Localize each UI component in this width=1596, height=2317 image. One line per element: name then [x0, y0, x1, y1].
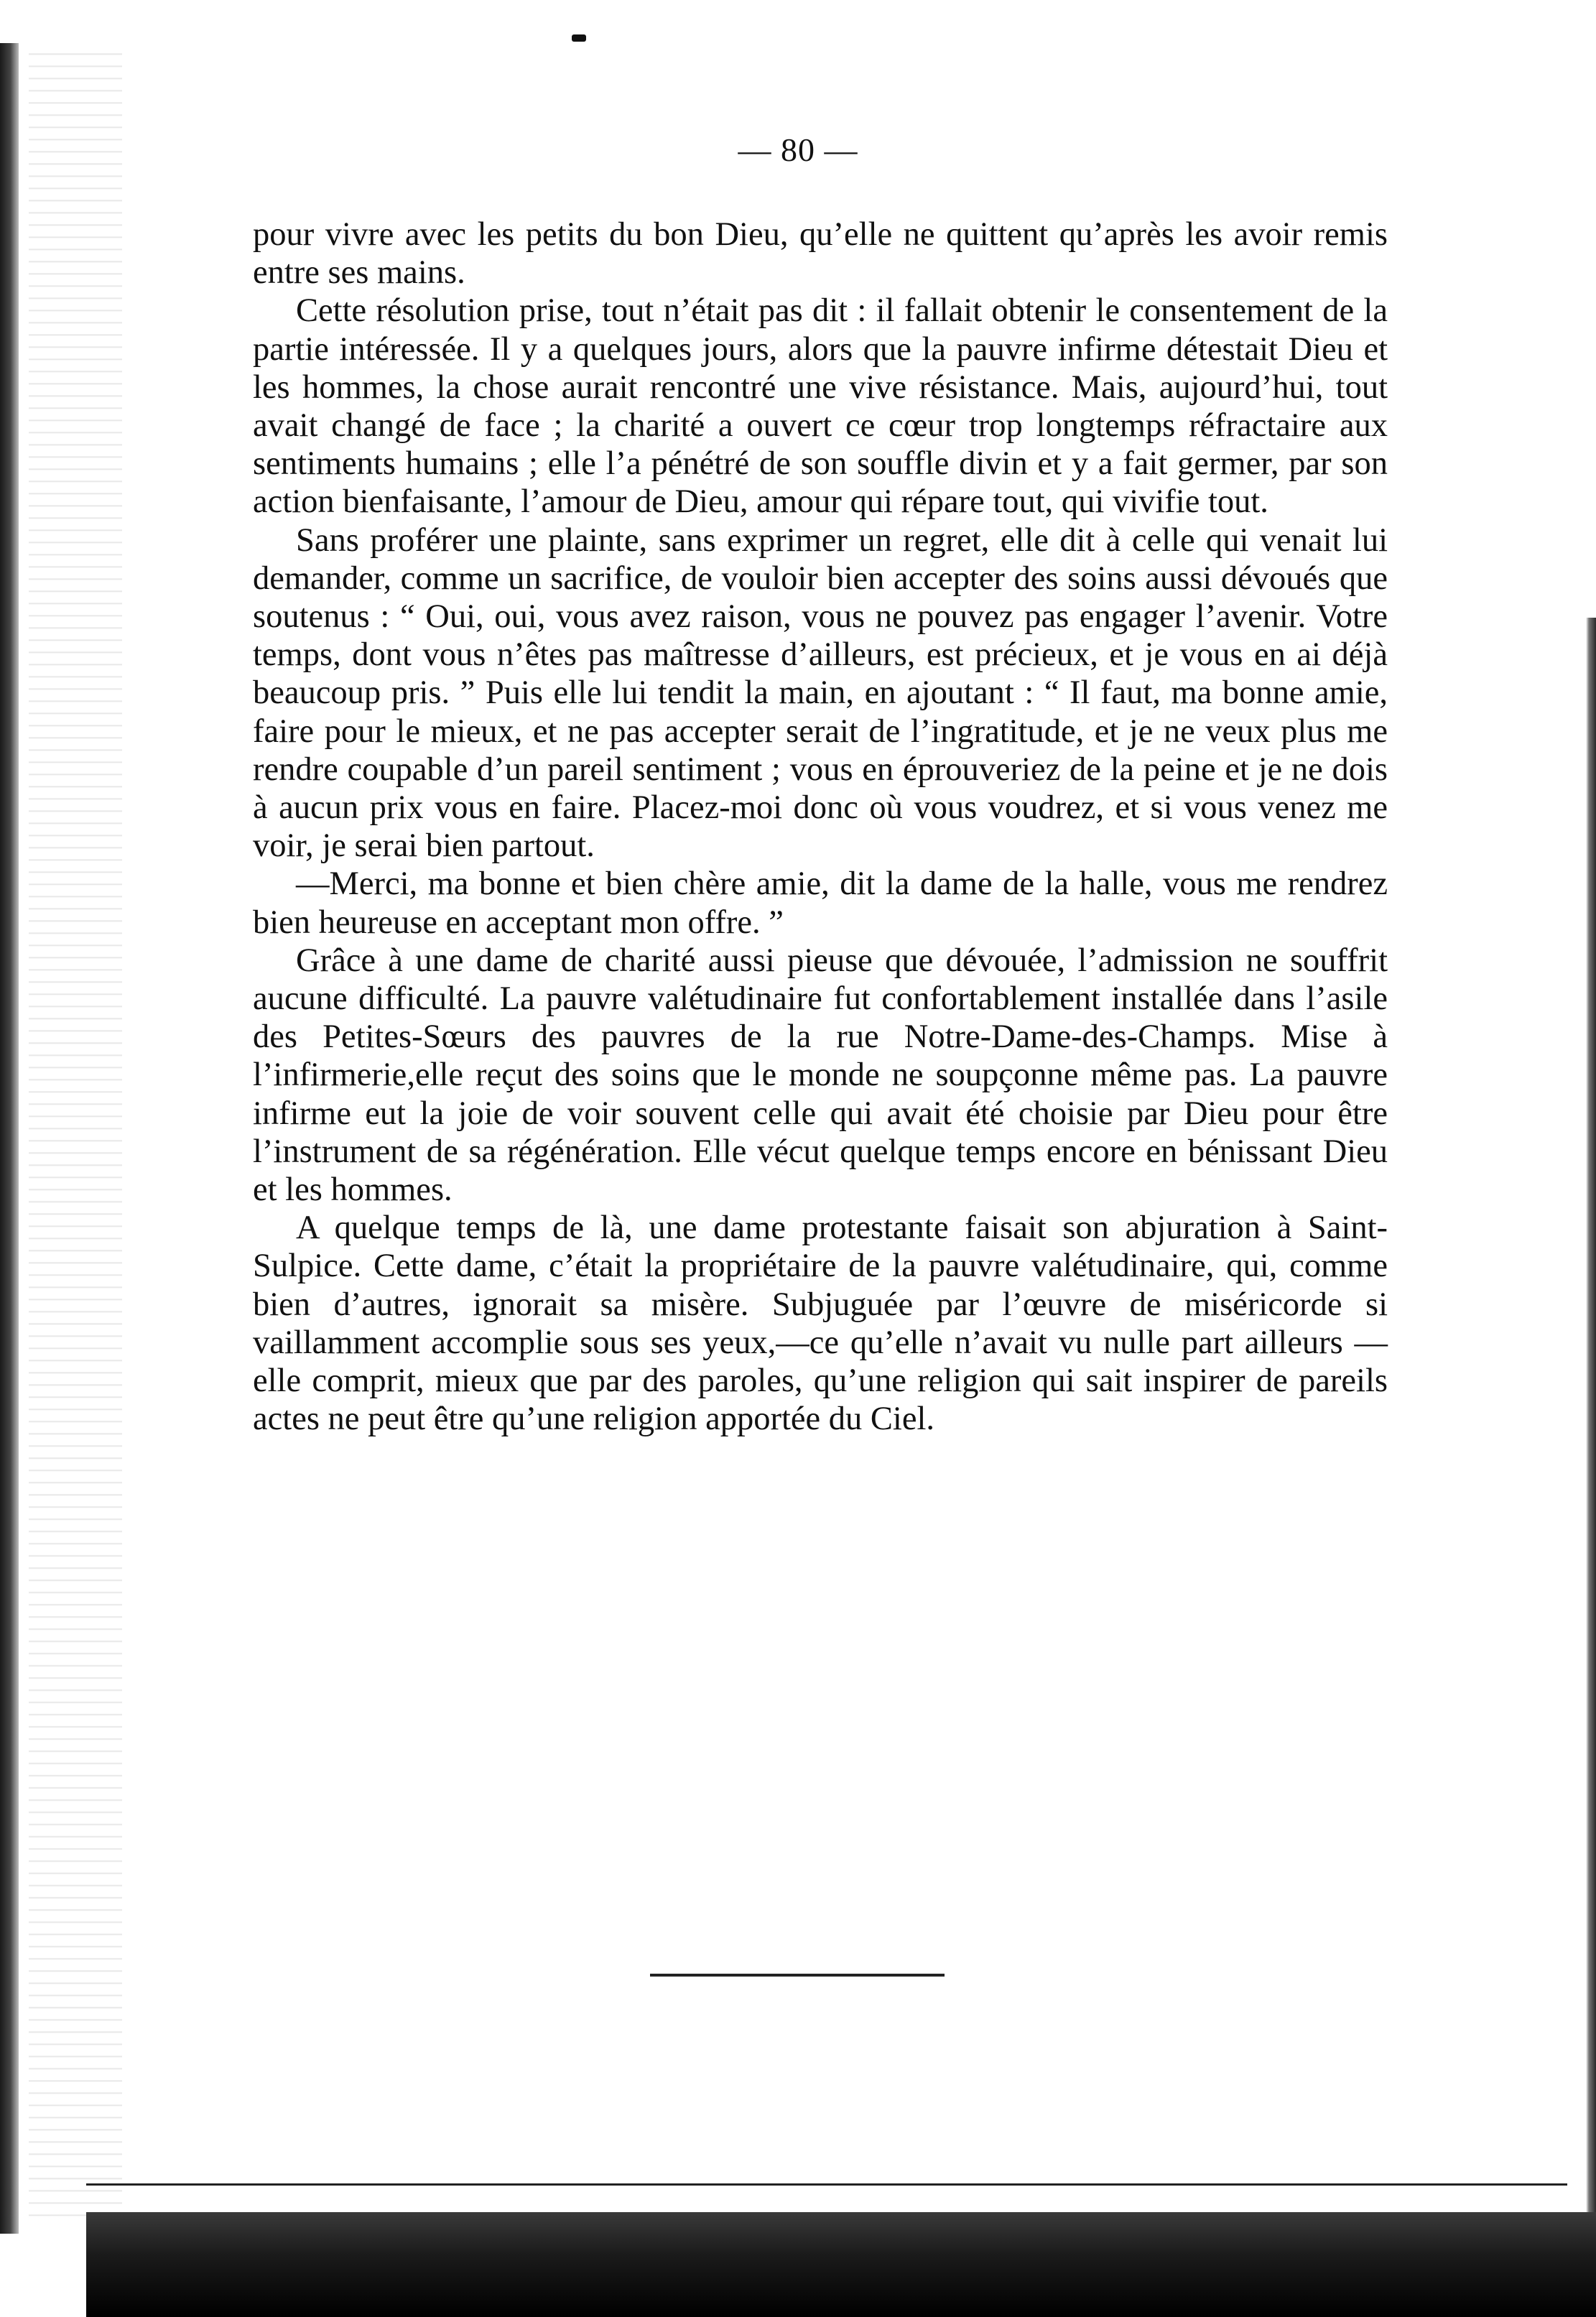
scan-speck	[572, 34, 586, 42]
body-text	[253, 215, 1388, 1439]
paragraph-1: pour vivre avec les petits du bon Dieu, qu’elle ne quittent qu’après les avoir remis entre ses mains.	[253, 216, 1388, 292]
page-number: — 80 —	[738, 131, 858, 168]
paragraph-4: —Merci, ma bonne et bien chère amie, dit la dame de la halle, vous me rendrez bien heureuse en acceptant mon offre. ”	[253, 865, 1388, 941]
paragraph-3: Sans proférer une plainte, sans exprimer un regret, elle dit à celle qui venait lui demander, comme un sacrifice, de vouloir bien accepter des soins aussi dévoués que soutenus : “ Oui, oui, vous avez raison, vous ne pouvez pas engager l’avenir. Votre temps, dont vous n’êtes pas maîtresse d’ailleurs, est précieux, et je vous en ai déjà beaucoup pris. ” Puis elle lui tendit la main, en ajoutant : “ Il faut, ma bonne amie, faire pour le mieux, et ne pas accepter serait de l’ingratitude, et je ne veux plus me rendre coupable d’un pareil sentiment ; vous en éprouveriez de la peine et je ne dois à aucun prix vous en faire. Placez-moi donc où vous voudrez, et si vous venez me voir, je serai bien partout.	[253, 521, 1388, 865]
paragraph-5: Grâce à une dame de charité aussi pieuse que dévouée, l’admission ne souffrit aucune difficulté. La pauvre valétudinaire fut confortablement installée dans l’asile des Petites-Sœurs des pauvres de la rue Notre-Dame-des-Champs. Mise à l’infirmerie,elle reçut des soins que le monde ne soupçonne même pas. La pauvre infirme eut la joie de voir souvent celle qui avait été choisie par Dieu pour être l’instrument de sa régénération. Elle vécut quelque temps encore en bénissant Dieu et les hommes.	[253, 942, 1388, 1209]
closing-rule	[650, 1974, 945, 1977]
paragraph-6: A quelque temps de là, une dame protestante faisait son abjuration à Saint-Sulpice. Cette dame, c’était la propriétaire de la pauvre valétudinaire, qui, comme bien d’autres, ignorait sa misère. Subjuguée par l’œuvre de miséricorde si vaillamment accomplie sous ses yeux,—ce qu’elle n’avait vu nulle part ailleurs —elle comprit, mieux que par des paroles, qu’une religion qui sait inspirer de pareils actes ne peut être qu’une religion apportée du Ciel.	[253, 1209, 1388, 1438]
scan-left-specks	[29, 43, 122, 2219]
scan-bottom-rule	[86, 2183, 1567, 2186]
scan-left-edge	[0, 43, 19, 2234]
scan-bottom-band	[86, 2212, 1596, 2317]
scan-right-edge	[1586, 618, 1596, 2219]
paragraph-2: Cette résolution prise, tout n’était pas dit : il fallait obtenir le consentement de la partie intéressée. Il y a quelques jours, alors que la pauvre infirme détestait Dieu et les hommes, la chose aurait rencontré une vive résistance. Mais, aujourd’hui, tout avait changé de face ; la charité a ouvert ce cœur trop longtemps réfractaire aux sentiments humains ; elle l’a pénétré de son souffle divin et y a fait germer, par son action bienfaisante, l’amour de Dieu, amour qui répare tout, qui vivifie tout.	[253, 292, 1388, 521]
